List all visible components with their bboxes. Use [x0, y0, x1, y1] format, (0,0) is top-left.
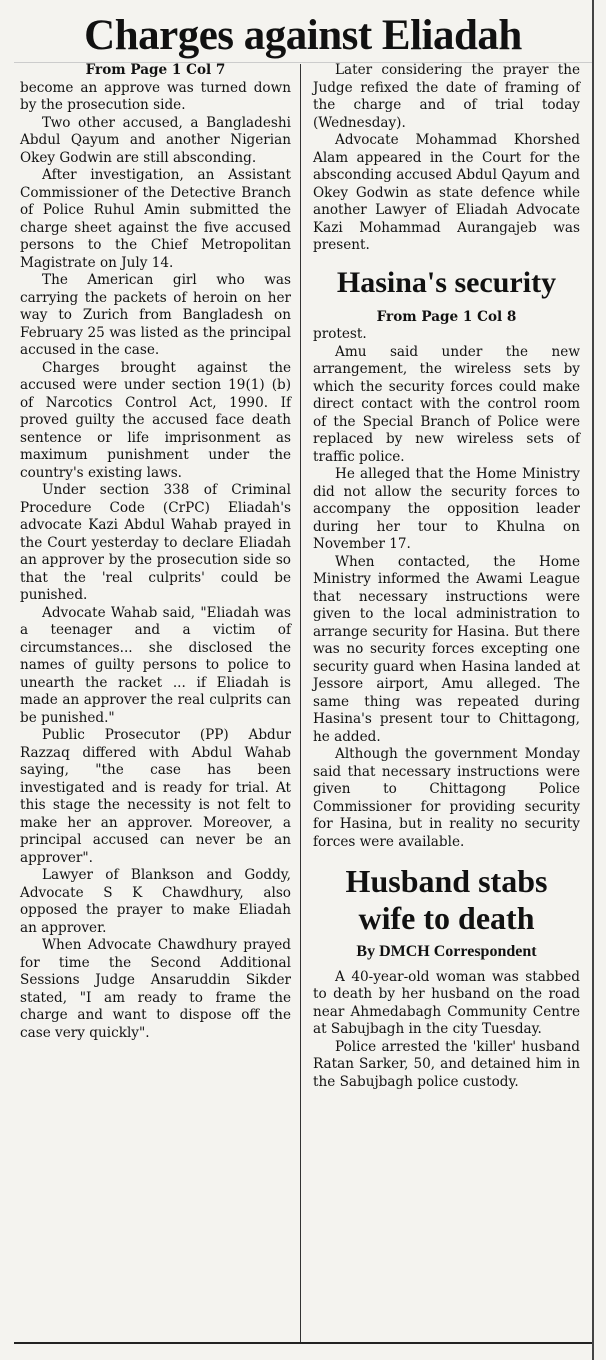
- paragraph: A 40-year-old woman was stabbed to death by her husband on the road near Ahmedabagh Community Centre at Sabujbagh in the city Tuesday.: [313, 968, 580, 1037]
- paragraph: He alleged that the Home Ministry did not allow the security forces to accompany the opposition leader during her tour to Khulna on November 17.: [313, 466, 580, 552]
- paragraph: Amu said under the new arrangement, the wireless sets by which the security forces could make direct contact with the control room of the Special Branch of Police were replaced by new wireless sets of traffic police.: [313, 343, 580, 465]
- paragraph: Later considering the prayer the Judge refixed the date of framing of the charge and of trial today (Wednesday).: [313, 62, 580, 131]
- husband-stabs-headline: [313, 863, 580, 937]
- bottom-rule: [14, 1342, 594, 1344]
- paragraph: Under section 338 of Criminal Procedure Code (CrPC) Eliadah's advocate Kazi Abdul Wahab prayed in the Court yesterday to declare Eliadah an approver by the prosecution side so that the 'real culprits' could be punished.: [20, 482, 291, 603]
- paragraph: Advocate Wahab said, "Eliadah was a teenager and a victim of circumstances... she disclosed the names of guilty persons to police to unearth the racket ... if Eliadah is made an approver the real culprits can be punished.": [20, 604, 291, 726]
- paragraph: When contacted, the Home Ministry informed the Awami League that necessary instructions were given to the local administration to arrange security for Hasina. But there was no security forces excepting one security guard when Hasina landed at Jessore airport, Amu alleged. The same thing was repeated during Hasina's present tour to Chittagong, he added.: [313, 553, 580, 745]
- paragraph: Although the government Monday said that necessary instructions were given to Chittagong Police Commissioner for providing security for Hasina, but in reality no security forces were available.: [313, 746, 580, 850]
- paragraph: Advocate Mohammad Khorshed Alam appeared in the Court for the absconding accused Abdul Qayum and Okey Godwin as state defence while another Lawyer of Eliadah Advocate Kazi Mohammad Aurangajeb was present.: [313, 132, 580, 253]
- headline-line-1: Husband stabs: [345, 863, 548, 899]
- byline: By DMCH Correspondent: [356, 943, 537, 960]
- column-divider: [300, 64, 301, 1344]
- page-edge: [592, 0, 594, 1360]
- paragraph: After investigation, an Assistant Commissioner of the Detective Branch of Police Ruhul Amin submitted the charge sheet against the five accused persons to the Chief Metropolitan Magistrate on July 14.: [20, 167, 291, 271]
- paragraph: Two other accused, a Bangladeshi Abdul Qayum and another Nigerian Okey Godwin are still absconding.: [20, 114, 291, 166]
- paragraph: The American girl who was carrying the packets of heroin on her way to Zurich from Bangladesh on February 25 was listed as the principal accused in the case.: [20, 272, 291, 358]
- left-column: [20, 62, 291, 1042]
- paragraph: Police arrested the 'killer' husband Ratan Sarker, 50, and detained him in the Sabujbagh police custody.: [313, 1038, 580, 1090]
- jump-line-eliadah: From Page 1 Col 7: [85, 62, 226, 78]
- headline-line-2: wife to death: [358, 900, 535, 936]
- right-column: [313, 62, 580, 1091]
- paragraph: Lawyer of Blankson and Goddy, Advocate S K Chawdhury, also opposed the prayer to make Eliadah an approver.: [20, 867, 291, 936]
- hasina-security-headline: Hasina's security: [336, 265, 557, 299]
- paragraph: protest.: [313, 326, 367, 342]
- paragraph: Charges brought against the accused were under section 19(1) (b) of Narcotics Control Act, 1990. If proved guilty the accused face death sentence or life imprisonment as maximum punishment under the country's existing laws.: [20, 359, 291, 481]
- paragraph: When Advocate Chawdhury prayed for time the Second Additional Sessions Judge Ansaruddin Sikder stated, "I am ready to frame the charge and want to dispose off the case very quickly".: [20, 937, 291, 1041]
- paragraph: Public Prosecutor (PP) Abdur Razzaq differed with Abdul Wahab saying, "the case has been investigated and is ready for trial. At this stage the necessity is not felt to make her an approver. Moreover, a principal accused can never be an approver".: [20, 727, 291, 866]
- headline: Charges against Eliadah: [84, 12, 522, 59]
- paragraph: become an approve was turned down by the prosecution side.: [20, 79, 291, 113]
- jump-line-hasina: From Page 1 Col 8: [376, 308, 517, 325]
